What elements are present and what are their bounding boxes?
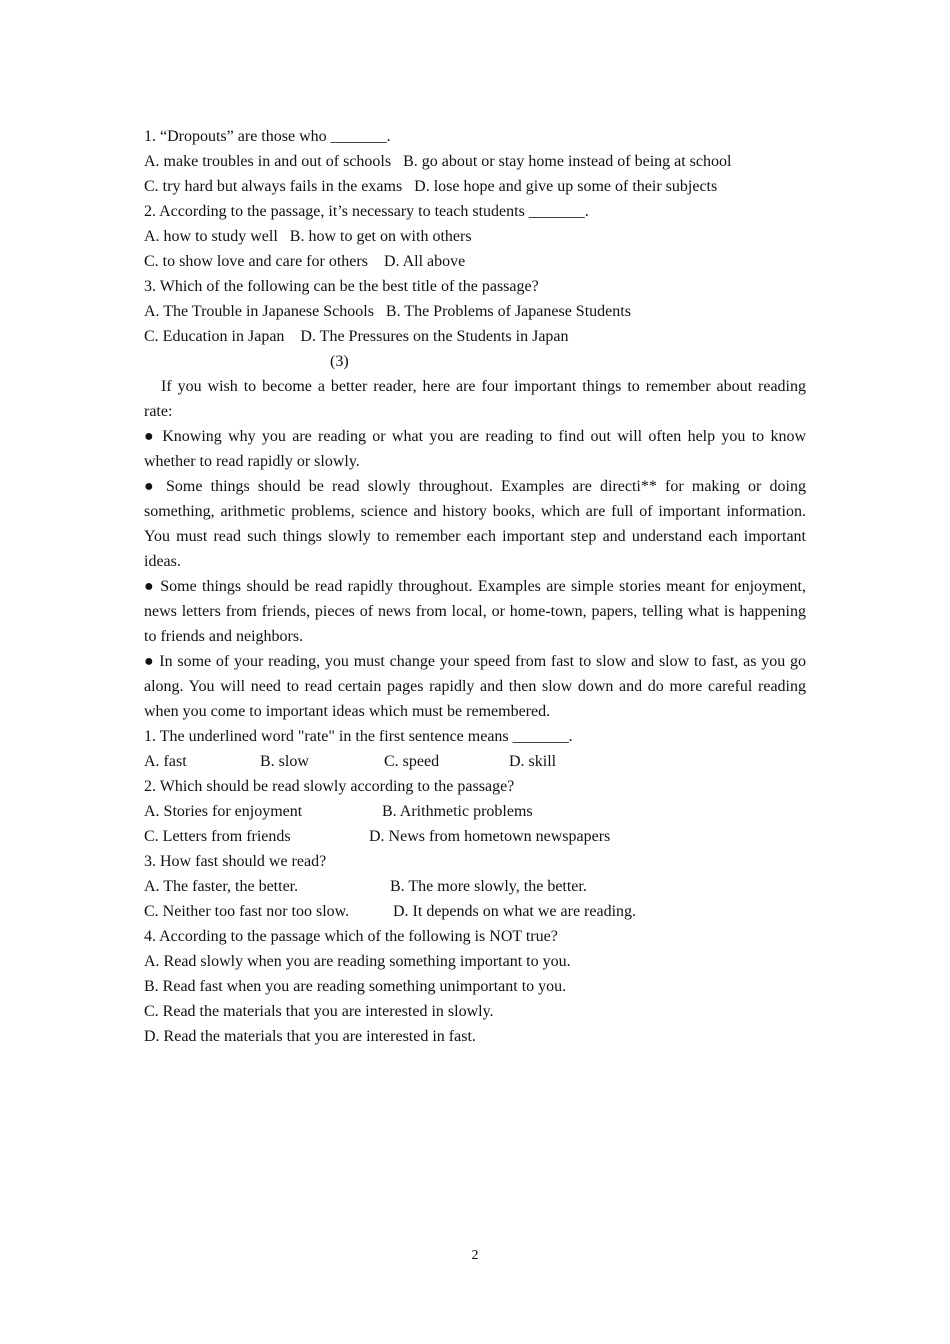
option-c: C. speed xyxy=(384,753,440,770)
option-c: C. Letters from friends xyxy=(144,828,291,845)
question-stem: 3. Which of the following can be the best title of the passage? xyxy=(144,278,539,295)
options-cd: C. try hard but always fails in the exams D. lose hope and give up some of their subjects xyxy=(144,178,718,195)
option-b: B. The more slowly, the better. xyxy=(390,878,587,895)
option-d: D. Read the materials that you are interested in fast. xyxy=(144,1028,476,1045)
options-row xyxy=(144,799,806,824)
question-stem: 4. According to the passage which of the following is NOT true? xyxy=(144,928,558,945)
options-row xyxy=(144,874,806,899)
options-cd: C. to show love and care for others D. All above xyxy=(144,253,466,270)
options-ab: A. how to study well B. how to get on with others xyxy=(144,228,472,245)
document-body xyxy=(144,124,806,1049)
options-cd: C. Education in Japan D. The Pressures on the Students in Japan xyxy=(144,328,569,345)
option-a: A. fast xyxy=(144,753,187,770)
passage-bullet: ● In some of your reading, you must change your speed from fast to slow and slow to fast, as you go along. You will need to read certain pages rapidly and then slow down and do more careful reading when you come to important ideas which must be remembered. xyxy=(144,653,806,720)
passage-bullet: ● Knowing why you are reading or what you are reading to find out will often help you to know whether to read rapidly or slowly. xyxy=(144,428,806,470)
options-row xyxy=(144,749,806,774)
option-c: C. Read the materials that you are interested in slowly. xyxy=(144,1003,494,1020)
option-b: B. Arithmetic problems xyxy=(382,803,533,820)
passage-bullet: ● Some things should be read rapidly throughout. Examples are simple stories meant for enjoyment, news letters from friends, pieces of news from local, or home-town, papers, telling what is happening to friends and neighbors. xyxy=(144,578,806,645)
options-row xyxy=(144,899,806,924)
passage-bullet: ● Some things should be read slowly throughout. Examples are directi** for making or doing something, arithmetic problems, science and history books, which are full of important information. You must read such things slowly to remember each important step and understand each important ideas. xyxy=(144,478,806,570)
option-b: B. slow xyxy=(260,753,309,770)
question-stem: 1. The underlined word "rate" in the first sentence means _______. xyxy=(144,728,573,745)
question-stem: 3. How fast should we read? xyxy=(144,853,327,870)
question-stem: 1. “Dropouts” are those who _______. xyxy=(144,128,391,145)
options-ab: A. The Trouble in Japanese Schools B. The Problems of Japanese Students xyxy=(144,303,631,320)
option-a: A. The faster, the better. xyxy=(144,878,299,895)
option-d: D. It depends on what we are reading. xyxy=(393,903,637,920)
question-stem: 2. Which should be read slowly according to the passage? xyxy=(144,778,515,795)
passage-intro: If you wish to become a better reader, here are four important things to remember about reading rate: xyxy=(144,378,806,420)
option-a: A. Read slowly when you are reading something important to you. xyxy=(144,953,571,970)
option-d: D. skill xyxy=(509,753,557,770)
page-number: 2 xyxy=(471,1248,479,1263)
option-d: D. News from hometown newspapers xyxy=(369,828,611,845)
options-row xyxy=(144,824,806,849)
options-ab: A. make troubles in and out of schools B. go about or stay home instead of being at school xyxy=(144,153,732,170)
option-b: B. Read fast when you are reading something unimportant to you. xyxy=(144,978,567,995)
question-stem: 2. According to the passage, it’s necessary to teach students _______. xyxy=(144,203,589,220)
section-number: (3) xyxy=(330,353,349,370)
option-c: C. Neither too fast nor too slow. xyxy=(144,903,350,920)
option-a: A. Stories for enjoyment xyxy=(144,803,303,820)
